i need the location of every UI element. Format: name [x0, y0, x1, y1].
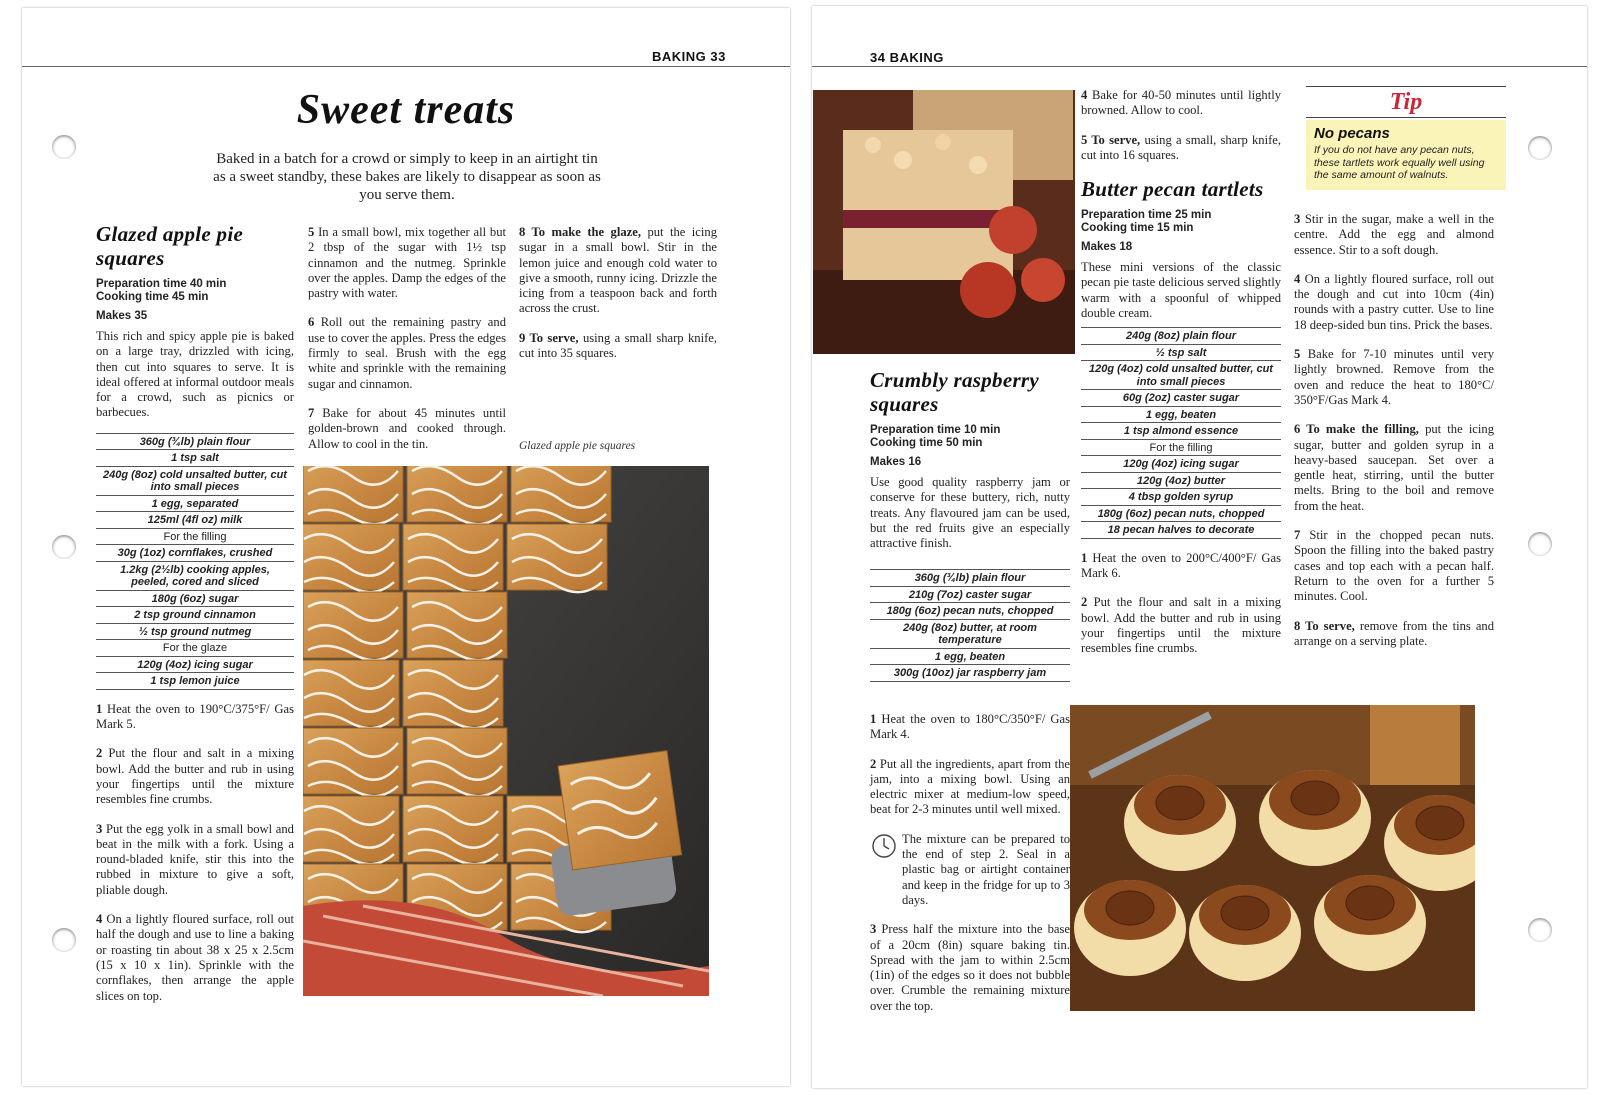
method-step [308, 406, 506, 452]
step-number: 6 [1294, 422, 1307, 437]
ingredient-item: 240g (8oz) butter, at room temperature [870, 620, 1070, 649]
middle-column [1081, 88, 1281, 671]
makes: Makes 16 [870, 456, 922, 468]
step-text: On a lightly floured surface, roll out half the dough and use to line a baking or roasting tin about 38 x 25 x 2.5cm (15 x 10 x 1in). Sprinkle with the cornflakes, then arrange the apple slices on top. [96, 912, 294, 1003]
header-rule [22, 66, 790, 67]
recipe-description: Use good quality raspberry jam or conserve for these buttery, rich, nutty treats. Any flavoured jam can be used, but the red fruits give an especially attractive finish. [870, 475, 1070, 551]
ingredient-item: 180g (6oz) pecan nuts, chopped [870, 603, 1070, 620]
step-number: 3 [96, 821, 106, 836]
step-number: 3 [870, 922, 882, 937]
makes: Makes 35 [96, 310, 148, 322]
step-number: 4 [1294, 271, 1305, 286]
raspberry-column-1 [870, 368, 1070, 694]
step-lead: To make the glaze, [531, 225, 648, 239]
step-number: 2 [1081, 595, 1094, 610]
step-text: using a small sharp knife, cut into 35 squares. [519, 330, 718, 361]
ingredient-item: 300g (10oz) jar raspberry jam [870, 665, 1070, 682]
ingredient-item: 240g (8oz) cold unsalted butter, cut into small pieces [96, 467, 294, 496]
step-number: 3 [1294, 212, 1305, 226]
makes: Makes 18 [1081, 241, 1133, 254]
tip-box [1306, 86, 1506, 190]
method-step [96, 702, 294, 733]
step-number: 2 [870, 756, 880, 771]
step-number: 4 [1081, 88, 1092, 102]
ingredient-item: ½ tsp salt [1081, 345, 1281, 362]
step-number: 4 [96, 912, 107, 927]
ingredient-item: 1 egg, separated [96, 496, 294, 513]
ingredient-item: 1 egg, beaten [1081, 407, 1281, 424]
ingredient-item: 1 tsp lemon juice [96, 673, 294, 690]
step-text: On a lightly floured surface, roll out the dough and cut into 10cm (4in) rounds with a pastry cutter. Use to line 18 deep-sided bun tins. Prick the bases. [1294, 271, 1494, 332]
ingredient-item: 1 tsp almond essence [1081, 423, 1281, 440]
method-step [308, 315, 506, 391]
ingredient-item: 30g (1oz) cornflakes, crushed [96, 545, 294, 562]
method-steps [870, 712, 1070, 818]
ingredient-item: 180g (6oz) pecan nuts, chopped [1081, 506, 1281, 523]
binder-hole [52, 135, 76, 159]
tip-header [1306, 86, 1506, 118]
step-lead: To serve, [1091, 132, 1145, 147]
method-step [870, 757, 1070, 818]
step-text: Press half the mixture into the base of a 20cm (8in) square baking tin. Spread with the jam to within 2.5cm (1in) of the edges so it does not bubble over. Crumble the remaining mixture over the top. [870, 922, 1070, 1013]
method-steps [1294, 212, 1494, 649]
step-lead: To serve, [1305, 618, 1360, 633]
step-text: Bake for about 45 minutes until golden-brown and cooked through. Allow to cool in the tin. [308, 405, 506, 451]
method-step [308, 225, 506, 301]
step-number: 1 [870, 712, 882, 726]
method-step [519, 331, 717, 362]
step-number: 5 [308, 225, 319, 239]
step-text: remove from the tins and arrange on a serving plate. [1294, 618, 1494, 648]
binder-hole [1528, 918, 1552, 942]
method-step [1294, 347, 1494, 408]
step-text: Put the flour and salt in a mixing bowl. Add the butter and rub in using your fingertips until the mixture resembles fine crumbs. [1081, 595, 1281, 656]
method-steps [1081, 88, 1281, 163]
ingredient-item: 1.2kg (2½lb) cooking apples, peeled, cored and sliced [96, 562, 294, 591]
apple-pie-photo [303, 466, 709, 996]
step-text: Heat the oven to 180°C/350°F/ Gas Mark 4. [870, 712, 1070, 742]
step-text: Bake for 7-10 minutes until very lightly browned. Remove from the oven and reduce the heat to 180°C/ 350°F/Gas Mark 4. [1294, 347, 1494, 407]
ingredient-item: 120g (4oz) butter [1081, 473, 1281, 490]
ingredient-item: 360g (¾lb) plain flour [870, 570, 1070, 587]
ingredient-item: 180g (6oz) sugar [96, 591, 294, 608]
ingredient-item: 210g (7oz) caster sugar [870, 587, 1070, 604]
method-steps [870, 922, 1070, 1014]
step-lead: To serve, [529, 330, 583, 345]
method-step [1081, 133, 1281, 164]
ingredient-item: 120g (4oz) icing sugar [1081, 456, 1281, 473]
cook-time: Cooking time 45 min [96, 291, 209, 303]
binder-hole [52, 928, 76, 952]
step-number: 1 [96, 701, 108, 716]
method-step [870, 712, 1070, 743]
ingredient-item: 4 tbsp golden syrup [1081, 489, 1281, 506]
make-ahead-note: The mixture can be prepared to the end of step 2. Seal in a plastic bag or airtight container and keep in the fridge for up to 3 days. [870, 832, 1070, 908]
method-step [870, 922, 1070, 1014]
prep-time: Preparation time 25 min [1081, 209, 1212, 222]
method-step [1294, 272, 1494, 333]
header-rule [812, 66, 1587, 67]
method-steps [519, 225, 717, 361]
step-text: Heat the oven to 190°C/375°F/ Gas Mark 5. [96, 701, 294, 732]
step-number: 7 [1294, 528, 1310, 543]
tip-title: No pecans [1314, 125, 1390, 142]
step-number: 1 [1081, 550, 1093, 565]
intro-text: Baked in a batch for a crowd or simply to keep in an airtight tin as a sweet standby, these bakes are likely to disappear as soon as you serve them. [213, 151, 601, 203]
step-text: Put the flour and salt in a mixing bowl. Add the butter and rub in using your fingertips until the mixture resembles fine crumbs. [96, 746, 294, 807]
method-steps [1081, 551, 1281, 657]
step-text: Put all the ingredients, apart from the jam, into a mixing bowl. Using an electric mixer at medium-low speed, beat for 2-3 minutes until well mixed. [870, 756, 1070, 817]
binder-hole [1528, 136, 1552, 160]
step-number: 8 [519, 225, 532, 239]
step-number: 5 [1294, 347, 1308, 362]
raspberry-squares-photo [813, 90, 1075, 354]
recipe-description: These mini versions of the classic pecan pie taste delicious served slightly warm with a spoonful of whipped double cream. [1081, 260, 1281, 321]
recipe-title: Crumbly raspberry squares [870, 368, 1040, 416]
ingredient-item: 1 tsp salt [96, 450, 294, 467]
clock-icon [870, 832, 898, 860]
step-text: put the icing sugar in a small bowl. Stir in the lemon juice and enough cold water to give a smooth, runny icing. Drizzle the icing from a teaspoon back and forth across the crust. [519, 225, 717, 316]
binder-hole [52, 535, 76, 559]
photo-caption: Glazed apple pie squares [519, 440, 636, 452]
ingredient-item: For the filling [96, 529, 294, 546]
ingredient-item: 2 tsp ground cinnamon [96, 607, 294, 624]
method-step [1294, 422, 1494, 514]
cook-time: Cooking time 50 min [870, 437, 983, 449]
ingredient-item: 60g (2oz) caster sugar [1081, 390, 1281, 407]
binder-hole [1528, 532, 1552, 556]
ingredient-item: ½ tsp ground nutmeg [96, 624, 294, 641]
ingredient-list [96, 433, 294, 690]
running-head-right: 34 BAKING [870, 50, 944, 65]
pecan-tartlets-photo [1070, 705, 1475, 1011]
ingredient-item: 240g (8oz) plain flour [1081, 328, 1281, 345]
tip-text: If you do not have any pecan nuts, these tartlets work equally well using the same amount of walnuts. [1314, 144, 1485, 181]
step-number: 5 [1081, 132, 1092, 147]
step-number: 9 [519, 330, 530, 345]
ingredient-list [870, 569, 1070, 682]
page-title: Sweet treats [296, 87, 516, 133]
step-text: Stir in the sugar, make a well in the centre. Add the egg and almond essence. Stir to a soft dough. [1294, 212, 1494, 257]
recipe-title: Butter pecan tartlets [1081, 177, 1264, 202]
ingredient-item: 18 pecan halves to decorate [1081, 522, 1281, 539]
step-text: Stir in the chopped pecan nuts. Spoon the filling into the baked pastry cases and top each with a pecan half. Return to the oven for a further 5 minutes. Cool. [1294, 528, 1494, 604]
step-text: In a small bowl, mix together all but 2 tbsp of the sugar with 1½ tsp cinnamon and the nutmeg. Sprinkle over the apples. Damp the edges of the pastry with water. [308, 225, 506, 301]
step-text: using a small, sharp knife, cut into 16 squares. [1081, 132, 1282, 162]
method-step [1081, 88, 1281, 119]
method-step [1081, 595, 1281, 656]
ingredient-item: 125ml (4fl oz) milk [96, 512, 294, 529]
tip-body [1306, 120, 1506, 190]
step-text: Heat the oven to 200°C/400°F/ Gas Mark 6. [1081, 550, 1281, 581]
method-step [1081, 551, 1281, 582]
prep-time: Preparation time 40 min [96, 278, 227, 290]
ingredient-item: 120g (4oz) icing sugar [96, 657, 294, 674]
method-step [519, 225, 717, 317]
step-number: 6 [308, 315, 321, 330]
ingredient-item: For the filling [1081, 440, 1281, 457]
ingredient-item: For the glaze [96, 640, 294, 657]
method-step [96, 822, 294, 898]
step-text: put the icing sugar, butter and golden syrup in a heavy-based saucepan. Set over a gentle heat, stirring, until the butter melts. Bring to the boil and remove from the heat. [1294, 422, 1494, 513]
method-step [96, 746, 294, 807]
apple-column-3 [519, 225, 717, 375]
method-step [1294, 619, 1494, 650]
ingredient-item: 360g (¾lb) plain flour [96, 434, 294, 451]
method-step [1294, 212, 1494, 258]
step-number: 8 [1294, 618, 1306, 633]
step-text: Bake for 40-50 minutes until lightly browned. Allow to cool. [1081, 88, 1281, 118]
raspberry-method-column [870, 712, 1070, 1028]
step-text: Roll out the remaining pastry and use to cover the apples. Press the edges firmly to seal. Brush with the egg white and sprinkle with the remaining sugar and cinnamon. [308, 315, 506, 391]
apple-column-1 [96, 222, 294, 1018]
method-steps [96, 702, 294, 1004]
pecan-method-column [1294, 212, 1494, 663]
method-step [1294, 528, 1494, 604]
ingredient-item: 1 egg, beaten [870, 649, 1070, 666]
step-number: 7 [308, 405, 323, 420]
tip-label: Tip [1389, 89, 1423, 115]
recipe-description: This rich and spicy apple pie is baked on a large tray, drizzled with icing, then cut into squares to serve. It is ideal offered at informal outdoor meals for a crowd, such as picnics or barbecues. [96, 329, 294, 420]
cook-time: Cooking time 15 min [1081, 222, 1194, 235]
ingredient-list [1081, 327, 1281, 539]
recipe-title: Glazed apple pie squares [96, 222, 244, 270]
method-step [96, 912, 294, 1004]
prep-time: Preparation time 10 min [870, 424, 1001, 436]
apple-column-2 [308, 225, 506, 466]
running-head-left: BAKING 33 [652, 49, 726, 64]
step-text: Put the egg yolk in a small bowl and beat in the milk with a fork. Using a round-bladed knife, stir this into the rubbed in mixture to give a soft, pliable dough. [96, 821, 294, 897]
step-number: 2 [96, 746, 109, 761]
method-steps [308, 225, 506, 452]
step-lead: To make the filling, [1306, 422, 1426, 437]
left-page [22, 8, 790, 1086]
ingredient-item: 120g (4oz) cold unsalted butter, cut into small pieces [1081, 361, 1281, 390]
